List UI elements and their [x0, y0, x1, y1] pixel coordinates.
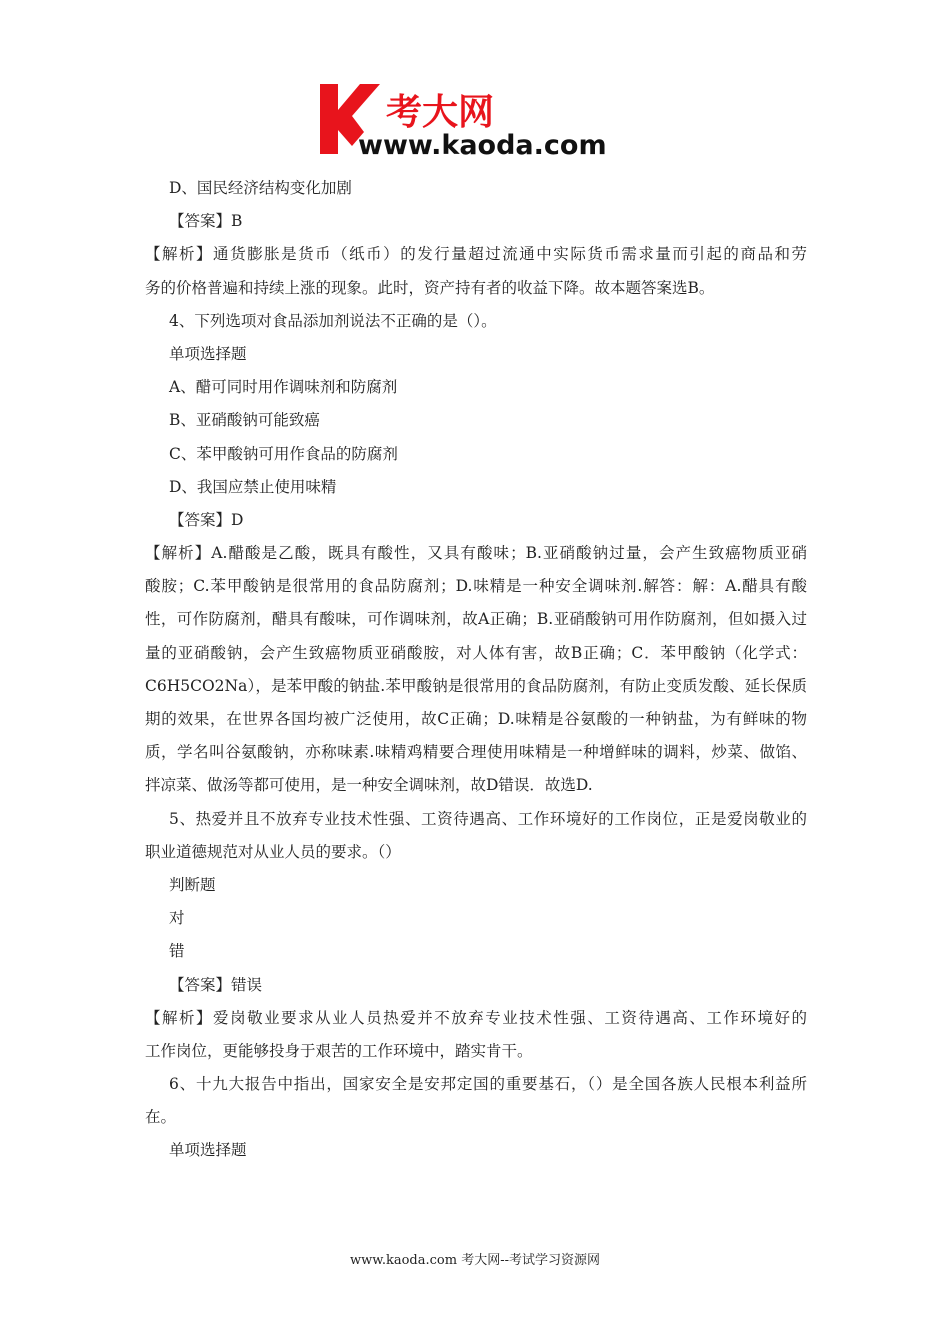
question-4: 4、下列选项对食品添加剂说法不正确的是（）。	[169, 311, 497, 330]
kaoda-logo	[318, 80, 638, 160]
analysis-line: 工作岗位，更能够投身于艰苦的工作环境中，踏实肯干。	[145, 1041, 533, 1060]
question-5: 5、热爱并且不放弃专业技术性强、工资待遇高、工作环境好的工作岗位，正是爱岗敬业的	[169, 809, 807, 828]
option-d: D、我国应禁止使用味精	[169, 477, 337, 496]
analysis-line: 量的亚硝酸钠，会产生致癌物质亚硝酸胺，对人体有害，故B正确；C．苯甲酸钠（化学式：	[145, 643, 807, 662]
analysis-line: 【解析】通货膨胀是货币（纸币）的发行量超过流通中实际货币需求量而引起的商品和劳	[145, 245, 807, 264]
option-d: D、国民经济结构变化加剧	[169, 179, 352, 197]
answer: 【答案】B	[169, 212, 243, 231]
analysis-line: 务的价格普遍和持续上涨的现象。此时，资产持有者的收益下降。故本题答案选B。	[145, 278, 715, 297]
option-true: 对	[169, 909, 185, 928]
page-footer: www.kaoda.com 考大网--考试学习资源网	[350, 1253, 600, 1268]
answer: 【答案】错误	[169, 975, 263, 994]
option-false: 错	[169, 942, 185, 961]
analysis-line: 【解析】爱岗敬业要求从业人员热爱并不放弃专业技术性强、工资待遇高、工作环境好的	[145, 1008, 807, 1027]
question-type: 单项选择题	[169, 1141, 247, 1160]
option-c: C、苯甲酸钠可用作食品的防腐剂	[169, 444, 398, 463]
question-6-cont: 在。	[145, 1108, 177, 1127]
answer: 【答案】D	[169, 510, 244, 529]
analysis-line: 酸胺；C.苯甲酸钠是很常用的食品防腐剂；D.味精是一种安全调味剂.解答：解：A.醋具有酸	[145, 577, 807, 596]
question-type: 单项选择题	[169, 344, 247, 363]
k-logo-mark	[318, 80, 638, 160]
logo-name-cn: 考大网	[386, 92, 495, 133]
question-5-cont: 职业道德规范对从业人员的要求。（）	[145, 842, 401, 861]
analysis-line: 性，可作防腐剂，醋具有酸味，可作调味剂，故A正确；B.亚硝酸钠可用作防腐剂，但如摄入过	[145, 610, 807, 629]
question-6: 6、十九大报告中指出，国家安全是安邦定国的重要基石，（）是全国各族人民根本利益所	[169, 1075, 807, 1094]
option-b: B、亚硝酸钠可能致癌	[169, 411, 320, 430]
question-type: 判断题	[169, 875, 216, 894]
analysis-line: 【解析】A.醋酸是乙酸，既具有酸性，又具有酸味；B.亚硝酸钠过量，会产生致癌物质亚硝	[145, 544, 807, 563]
option-a: A、醋可同时用作调味剂和防腐剂	[169, 378, 398, 397]
analysis-line: 拌凉菜、做汤等都可使用，是一种安全调味剂，故D错误．故选D.	[145, 776, 593, 795]
analysis-line: 质，学名叫谷氨酸钠，亦称味素.味精鸡精要合理使用味精是一种增鲜味的调料，炒菜、做馅、	[145, 743, 807, 762]
analysis-line: 期的效果，在世界各国均被广泛使用，故C正确；D.味精是谷氨酸的一种钠盐，为有鲜味的物	[145, 710, 807, 728]
document-body	[145, 172, 807, 1168]
logo-url: www.kaoda.com	[358, 130, 607, 160]
analysis-line: C6H5CO2Na），是苯甲酸的钠盐.苯甲酸钠是很常用的食品防腐剂，有防止变质发酸、延长保质	[145, 676, 807, 695]
